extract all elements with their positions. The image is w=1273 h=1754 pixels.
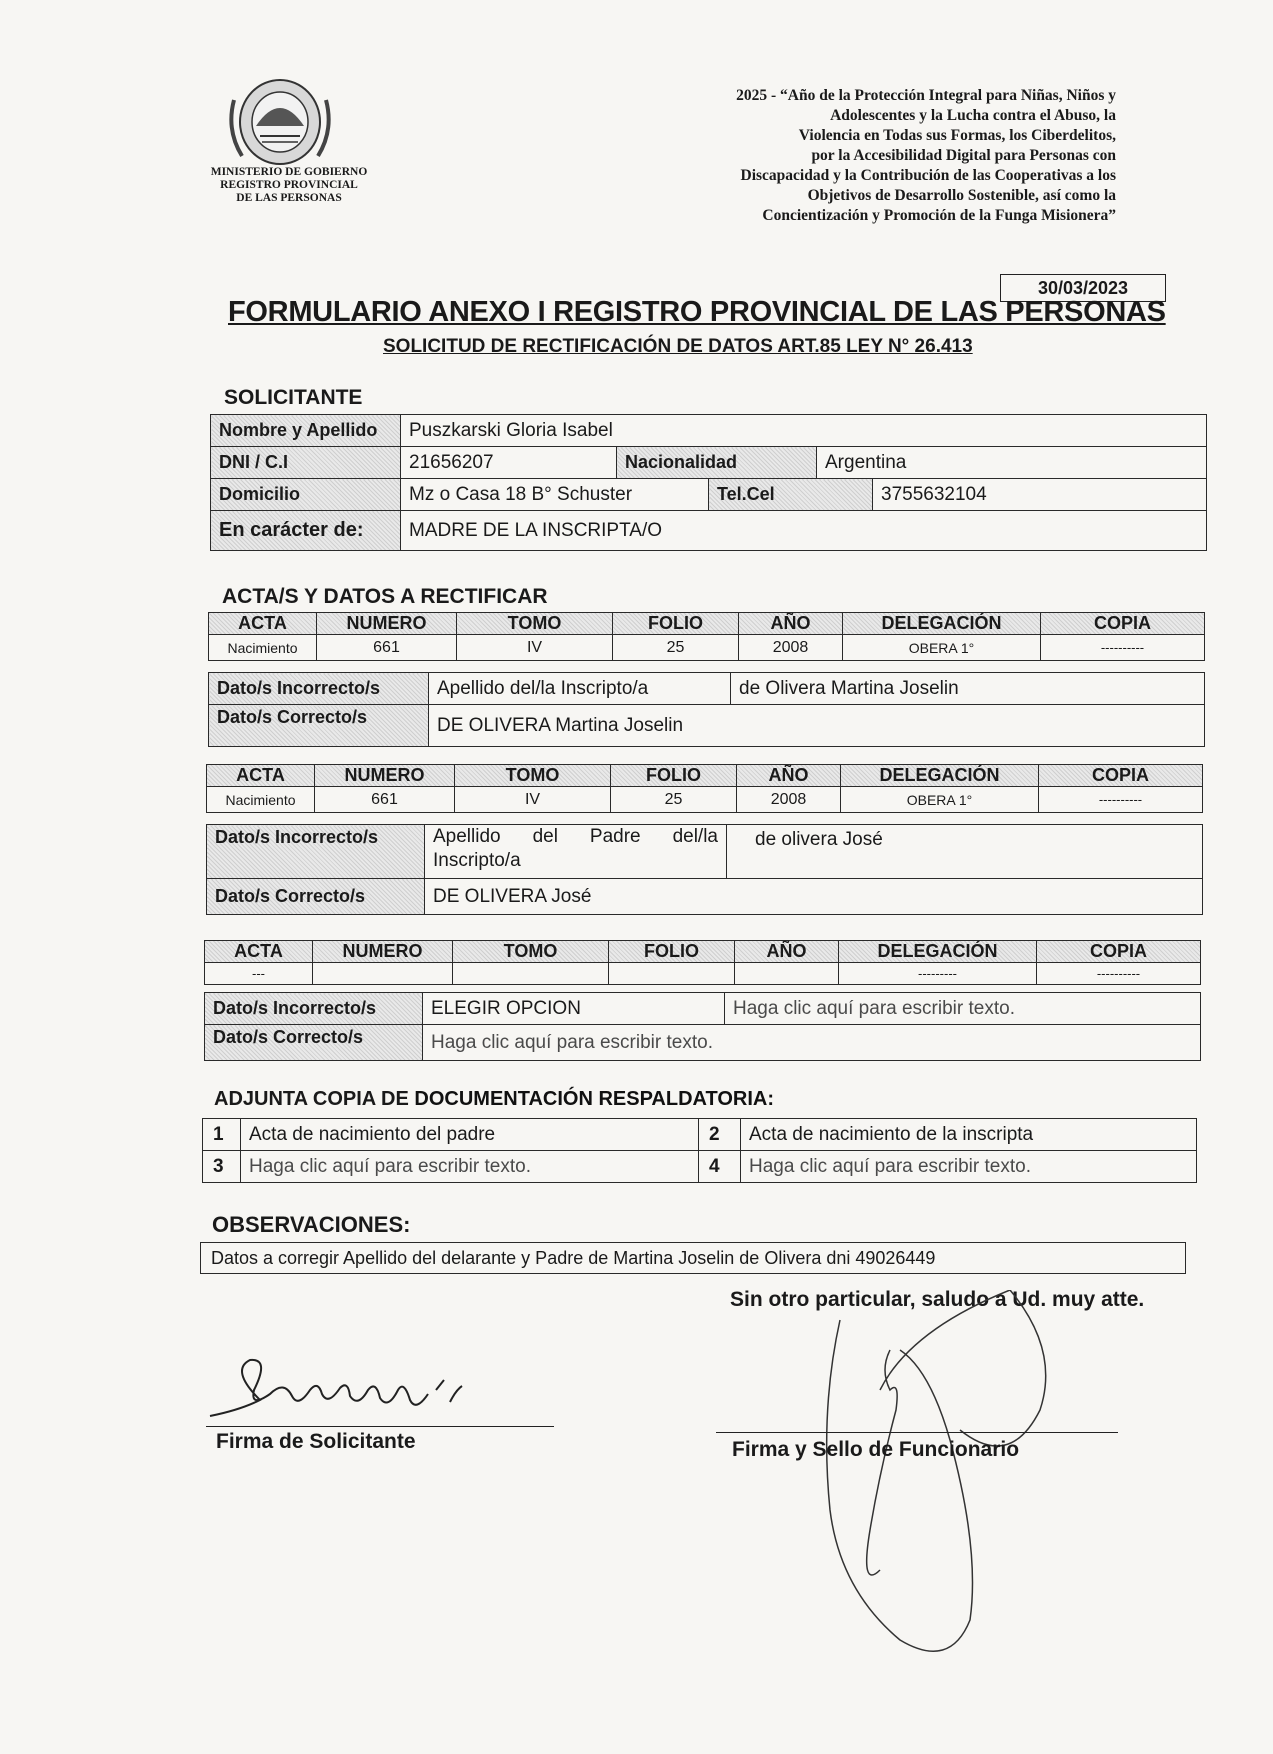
col-numero: NUMERO <box>313 941 453 963</box>
tel-label: Tel.Cel <box>709 479 873 511</box>
incorrect-field[interactable]: de Olivera Martina Joselin <box>731 673 1205 705</box>
solicitante-heading: SOLICITANTE <box>224 386 363 409</box>
doc-field[interactable]: Acta de nacimiento del padre <box>241 1119 699 1151</box>
doc-field[interactable]: Haga clic aquí para escribir texto. <box>241 1151 699 1183</box>
domicilio-label: Domicilio <box>211 479 401 511</box>
col-copia: COPIA <box>1039 765 1203 787</box>
closing-text: Sin otro particular, saludo a Ud. muy atte. <box>730 1288 1145 1311</box>
col-delegacion: DELEGACIÓN <box>839 941 1037 963</box>
adjunta-heading: ADJUNTA COPIA DE DOCUMENTACIÓN RESPALDATORIA: <box>214 1088 775 1110</box>
correct-label: Dato/s Correcto/s <box>209 705 429 747</box>
acta-cell[interactable]: Nacimiento <box>207 787 315 813</box>
tomo-cell[interactable] <box>453 963 609 985</box>
acta-block-2-datos <box>206 824 1203 915</box>
numero-cell[interactable] <box>313 963 453 985</box>
date-box[interactable]: 30/03/2023 <box>1000 274 1166 302</box>
acta-cell[interactable]: --- <box>205 963 313 985</box>
col-copia: COPIA <box>1041 613 1205 635</box>
folio-cell[interactable]: 25 <box>611 787 737 813</box>
col-folio: FOLIO <box>613 613 739 635</box>
caracter-label: En carácter de: <box>211 511 401 551</box>
year-motto: 2025 - “Año de la Protección Integral para Niñas, Niños y Adolescentes y la Lucha contra el Abuso, la Violencia en Todas sus Formas, los Ciberdelitos, por la Accesibilidad Digital para Personas con Discapacidad y la Contribución de las Cooperativas a los Objetivos de Desarrollo Sostenible, así como la Concientización y Promoción de la Funga Misionera” <box>736 87 1116 224</box>
tomo-cell[interactable]: IV <box>457 635 613 661</box>
acta-block-3 <box>204 940 1201 985</box>
incorrect-label: Dato/s Incorrecto/s <box>205 993 423 1025</box>
signature-line-solicitante <box>206 1426 554 1427</box>
anio-cell[interactable]: 2008 <box>739 635 843 661</box>
col-folio: FOLIO <box>609 941 735 963</box>
observaciones-heading: OBSERVACIONES: <box>212 1212 411 1237</box>
nombre-field[interactable]: Puszkarski Gloria Isabel <box>401 415 1207 447</box>
tel-field[interactable]: 3755632104 <box>873 479 1207 511</box>
col-tomo: TOMO <box>453 941 609 963</box>
province-seal <box>222 70 338 170</box>
campo-select[interactable]: ELEGIR OPCION <box>423 993 725 1025</box>
doc-field[interactable]: Acta de nacimiento de la inscripta <box>741 1119 1197 1151</box>
col-folio: FOLIO <box>611 765 737 787</box>
folio-cell[interactable] <box>609 963 735 985</box>
observaciones-field[interactable]: Datos a corregir Apellido del delarante y Padre de Martina Joselin de Olivera dni 49026449 <box>200 1242 1186 1274</box>
incorrect-label: Dato/s Incorrecto/s <box>209 673 429 705</box>
nombre-label: Nombre y Apellido <box>211 415 401 447</box>
delegacion-cell[interactable]: --------- <box>839 963 1037 985</box>
col-acta: ACTA <box>205 941 313 963</box>
caracter-field[interactable]: MADRE DE LA INSCRIPTA/O <box>401 511 1207 551</box>
form-subtitle: SOLICITUD DE RECTIFICACIÓN DE DATOS ART.85 LEY N° 26.413 <box>383 336 973 357</box>
doc-field[interactable]: Haga clic aquí para escribir texto. <box>741 1151 1197 1183</box>
col-numero: NUMERO <box>315 765 455 787</box>
col-delegacion: DELEGACIÓN <box>841 765 1039 787</box>
solicitante-signature <box>200 1350 480 1430</box>
firma-funcionario-label: Firma y Sello de Funcionario <box>732 1438 1020 1461</box>
doc-number: 3 <box>203 1151 241 1183</box>
col-acta: ACTA <box>209 613 317 635</box>
correct-label: Dato/s Correcto/s <box>205 1025 423 1061</box>
copia-cell[interactable]: ---------- <box>1041 635 1205 661</box>
dni-field[interactable]: 21656207 <box>401 447 617 479</box>
domicilio-field[interactable]: Mz o Casa 18 B° Schuster <box>401 479 709 511</box>
delegacion-cell[interactable]: OBERA 1° <box>843 635 1041 661</box>
acta-block-1-datos <box>208 672 1205 747</box>
doc-number: 4 <box>699 1151 741 1183</box>
copia-cell[interactable]: ---------- <box>1037 963 1201 985</box>
firma-solicitante-label: Firma de Solicitante <box>216 1430 416 1453</box>
acta-block-1 <box>208 612 1205 661</box>
tomo-cell[interactable]: IV <box>455 787 611 813</box>
folio-cell[interactable]: 25 <box>613 635 739 661</box>
doc-number: 2 <box>699 1119 741 1151</box>
nacionalidad-label: Nacionalidad <box>617 447 817 479</box>
acta-block-2 <box>206 764 1203 813</box>
acta-cell[interactable]: Nacimiento <box>209 635 317 661</box>
incorrect-field[interactable]: Haga clic aquí para escribir texto. <box>725 993 1201 1025</box>
col-tomo: TOMO <box>457 613 613 635</box>
numero-cell[interactable]: 661 <box>315 787 455 813</box>
col-acta: ACTA <box>207 765 315 787</box>
anio-cell[interactable]: 2008 <box>737 787 841 813</box>
correct-field[interactable]: DE OLIVERA Martina Joselin <box>429 705 1205 747</box>
col-copia: COPIA <box>1037 941 1201 963</box>
anio-cell[interactable] <box>735 963 839 985</box>
nacionalidad-field[interactable]: Argentina <box>817 447 1207 479</box>
col-tomo: TOMO <box>455 765 611 787</box>
correct-label: Dato/s Correcto/s <box>207 879 425 915</box>
form-title: FORMULARIO ANEXO I REGISTRO PROVINCIAL DE LAS PERSONAS <box>228 296 1166 328</box>
correct-field[interactable]: Haga clic aquí para escribir texto. <box>423 1025 1201 1061</box>
delegacion-cell[interactable]: OBERA 1° <box>841 787 1039 813</box>
numero-cell[interactable]: 661 <box>317 635 457 661</box>
signature-line-funcionario <box>716 1432 1118 1433</box>
adjunta-table <box>202 1118 1197 1183</box>
campo-select[interactable]: Apellido del/la Inscripto/a <box>429 673 731 705</box>
col-anio: AÑO <box>739 613 843 635</box>
incorrect-label: Dato/s Incorrecto/s <box>207 825 425 879</box>
incorrect-field[interactable]: de olivera José <box>727 825 1203 879</box>
col-anio: AÑO <box>737 765 841 787</box>
campo-select[interactable]: Apellido del Padre del/la Inscripto/a <box>425 825 727 879</box>
col-delegacion: DELEGACIÓN <box>843 613 1041 635</box>
doc-number: 1 <box>203 1119 241 1151</box>
copia-cell[interactable]: ---------- <box>1039 787 1203 813</box>
correct-field[interactable]: DE OLIVERA José <box>425 879 1203 915</box>
actas-heading: ACTA/S Y DATOS A RECTIFICAR <box>222 585 548 608</box>
acta-block-3-datos <box>204 992 1201 1061</box>
col-numero: NUMERO <box>317 613 457 635</box>
ministry-name: MINISTERIO DE GOBIERNO REGISTRO PROVINCIAL DE LAS PERSONAS <box>210 166 368 204</box>
funcionario-signature <box>780 1290 1070 1670</box>
dni-label: DNI / C.I <box>211 447 401 479</box>
solicitante-table <box>210 414 1207 551</box>
col-anio: AÑO <box>735 941 839 963</box>
